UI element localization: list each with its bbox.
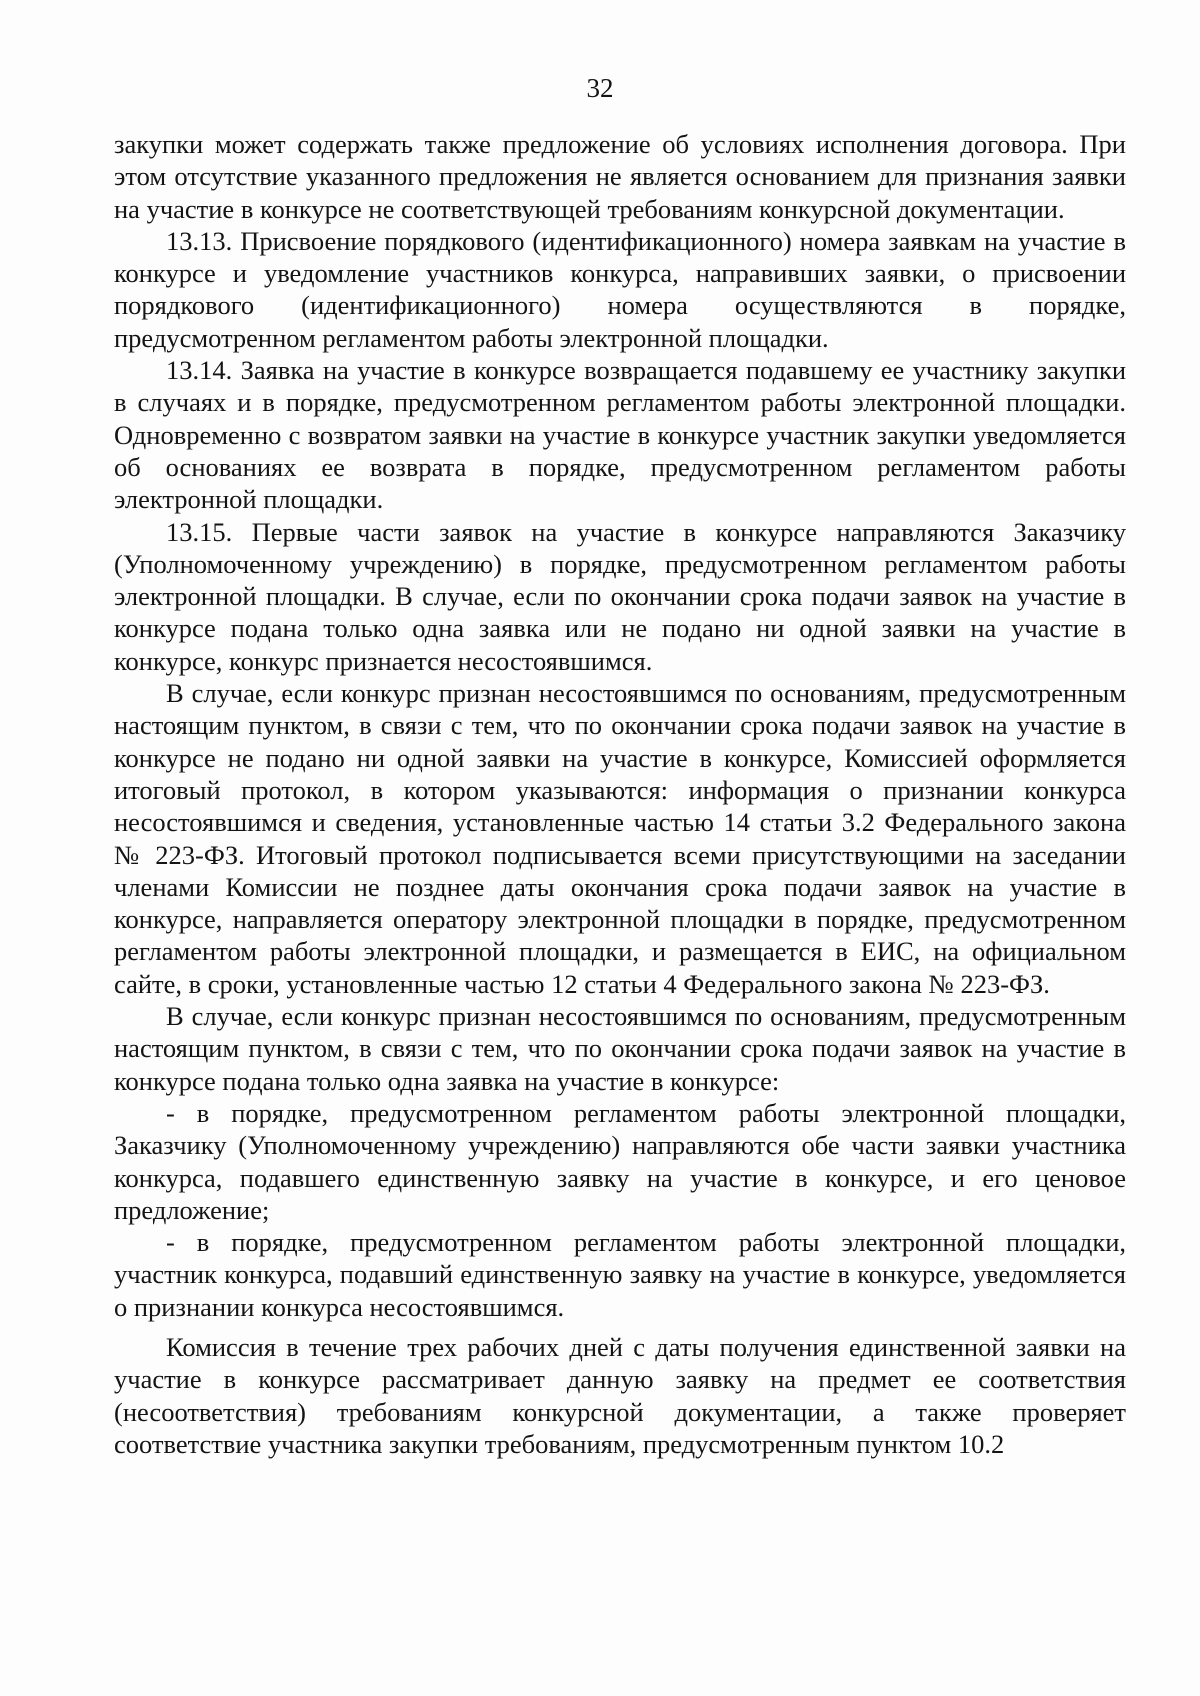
paragraph-13-13: 13.13. Присвоение порядкового (идентификационного) номера заявкам на участие в конкурсе и уведомление участников конкурса, направивших заявки, о присвоении порядкового (идентификационного) номера осуществляются в порядке, предусмотренном регламентом работы электронной площадки. [114, 225, 1126, 353]
document-body [114, 128, 1126, 1460]
paragraph-no-bids-case: В случае, если конкурс признан несостоявшимся по основаниям, предусмотренным настоящим пунктом, в связи с тем, что по окончании срока подачи заявок на участие в конкурсе не подано ни одной заявки на участие в конкурсе, Комиссией оформляется итоговый протокол, в котором указываются: информация о признании конкурса несостоявшимся и сведения, установленные частью 14 статьи 3.2 Федерального закона № 223-ФЗ. Итоговый протокол подписывается всеми присутствующими на заседании членами Комиссии не позднее даты окончания срока подачи заявок на участие в конкурсе, направляется оператору электронной площадки в порядке, предусмотренном регламентом работы электронной площадки, и размещается в ЕИС, на официальном сайте, в сроки, установленные частью 12 статьи 4 Федерального закона № 223-ФЗ. [114, 678, 1126, 999]
paragraph-continuation: закупки может содержать также предложение об условиях исполнения договора. При этом отсутствие указанного предложения не является основанием для признания заявки на участие в конкурсе не соответствующей требованиям конкурсной документации. [114, 129, 1126, 224]
paragraph-13-15: 13.15. Первые части заявок на участие в конкурсе направляются Заказчику (Уполномоченному учреждению) в порядке, предусмотренном регламентом работы электронной площадки. В случае, если по окончании срока подачи заявок на участие в конкурсе подана только одна заявка или не подано ни одной заявки на участие в конкурсе, конкурс признается несостоявшимся. [114, 516, 1126, 676]
page-number: 32 [586, 73, 614, 103]
paragraph-13-14: 13.14. Заявка на участие в конкурсе возвращается подавшему ее участнику закупки в случаях и в порядке, предусмотренном регламентом работы электронной площадки. Одновременно с возвратом заявки на участие в конкурсе участник закупки уведомляется об основаниях ее возврата в порядке, предусмотренном регламентом работы электронной площадки. [114, 355, 1126, 515]
paragraph-commission-review: Комиссия в течение трех рабочих дней с даты получения единственной заявки на участие в конкурсе рассматривает данную заявку на предмет ее соответствия (несоответствия) требованиям конкурсной документации, а также проверяет соответствие участника закупки требованиям, предусмотренным пунктом 10.2 [114, 1331, 1126, 1459]
paragraph-single-bid-case: В случае, если конкурс признан несостоявшимся по основаниям, предусмотренным настоящим пунктом, в связи с тем, что по окончании срока подачи заявок на участие в конкурсе подана только одна заявка на участие в конкурсе: [114, 1001, 1126, 1096]
list-item-notify-participant: - в порядке, предусмотренном регламентом работы электронной площадки, участник конкурса, подавший единственную заявку на участие в конкурсе, уведомляется о признании конкурса несостоявшимся. [114, 1227, 1126, 1322]
list-item-send-bid-parts: - в порядке, предусмотренном регламентом работы электронной площадки, Заказчику (Уполномоченному учреждению) направляются обе части заявки участника конкурса, подавшего единственную заявку на участие в конкурсе, и его ценовое предложение; [114, 1097, 1126, 1225]
